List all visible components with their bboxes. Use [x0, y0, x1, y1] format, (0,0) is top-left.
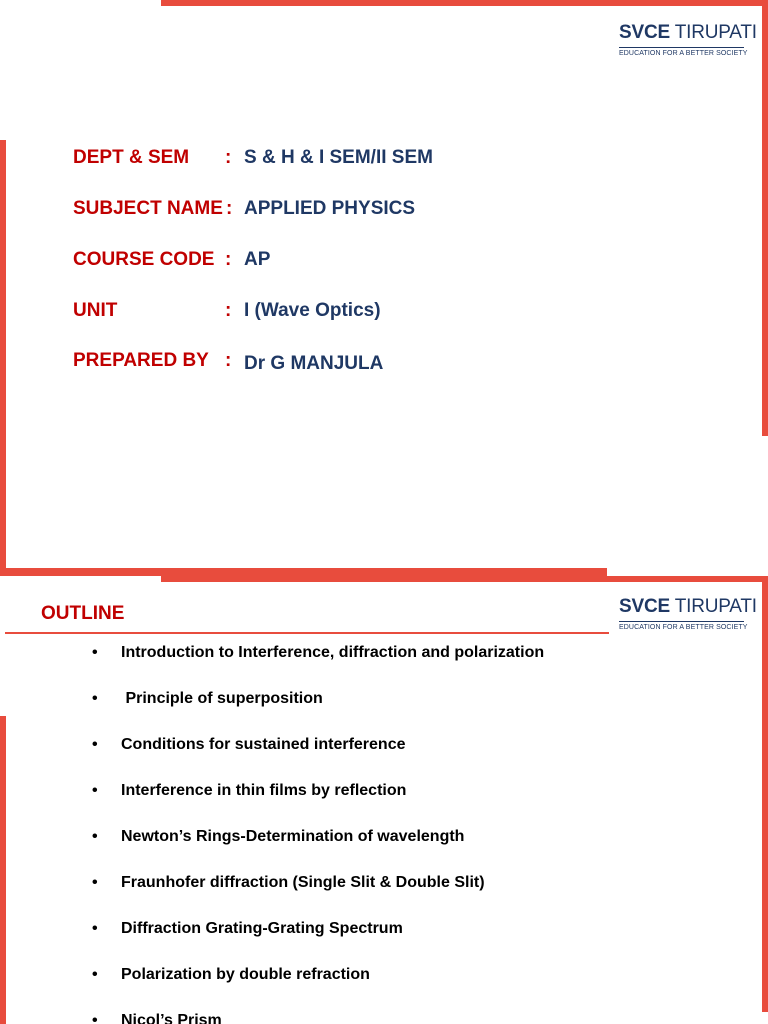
list-item [92, 828, 464, 846]
bullet-icon: • [92, 1012, 98, 1024]
list-item [92, 920, 403, 938]
unit-value: I (Wave Optics) [244, 300, 381, 321]
dept-sem-colon: : [225, 147, 232, 168]
bullet-icon: • [92, 782, 98, 799]
list-item [92, 1012, 222, 1024]
unit-label: UNIT [73, 300, 118, 321]
top-accent-bar [161, 576, 768, 582]
list-item-text: Polarization by double refraction [121, 966, 370, 983]
bullet-icon: • [92, 644, 98, 661]
left-accent-bar [0, 716, 6, 1024]
outline-title: OUTLINE [41, 603, 125, 624]
bullet-icon: • [92, 690, 98, 707]
outline-slide [0, 576, 768, 1024]
bullet-icon: • [92, 874, 98, 891]
bullet-icon: • [92, 828, 98, 845]
brand-divider [619, 621, 744, 622]
list-item-text: Newton’s Rings-Determination of wavelength [121, 828, 465, 845]
brand-tagline: EDUCATION FOR A BETTER SOCIETY [619, 624, 748, 631]
list-item [92, 690, 323, 708]
left-accent-bar [0, 140, 6, 576]
list-item [92, 736, 405, 754]
list-item [92, 874, 485, 892]
course-code-colon: : [225, 249, 232, 270]
subject-name-colon: : [226, 198, 233, 219]
brand-logo [619, 22, 757, 57]
list-item-text: Diffraction Grating-Grating Spectrum [121, 920, 403, 937]
bullet-icon: • [92, 736, 98, 753]
list-item [92, 644, 544, 662]
dept-sem-label: DEPT & SEM [73, 147, 190, 168]
prepared-by-colon: : [225, 350, 232, 371]
course-code-value: AP [244, 249, 271, 270]
title-underline [5, 632, 609, 634]
unit-colon: : [225, 300, 232, 321]
list-item-text: Nicol’s Prism [121, 1012, 222, 1024]
subject-name-value: APPLIED PHYSICS [244, 198, 416, 219]
list-item [92, 782, 406, 800]
prepared-by-value: Dr G MANJULA [244, 353, 384, 374]
top-accent-bar [161, 0, 768, 6]
list-item-text: Conditions for sustained interference [121, 736, 406, 753]
brand-logo [619, 596, 757, 631]
bullet-icon: • [92, 966, 98, 983]
brand-name [619, 22, 757, 44]
course-code-label: COURSE CODE [73, 249, 215, 270]
bottom-accent-bar [0, 568, 607, 576]
list-item-text: Principle of superposition [121, 690, 323, 707]
right-accent-bar [762, 0, 768, 436]
brand-tagline: EDUCATION FOR A BETTER SOCIETY [619, 50, 748, 57]
list-item-text: Introduction to Interference, diffraction and polarization [121, 644, 545, 661]
brand-divider [619, 47, 744, 48]
brand-name-bold: SVCE [619, 596, 670, 617]
brand-name-regular: TIRUPATI [674, 22, 757, 43]
dept-sem-value: S & H & I SEM/II SEM [244, 147, 433, 168]
brand-name [619, 596, 757, 618]
right-accent-bar [762, 576, 768, 1012]
bullet-icon: • [92, 920, 98, 937]
brand-name-regular: TIRUPATI [674, 596, 757, 617]
list-item [92, 966, 370, 984]
list-item-text: Fraunhofer diffraction (Single Slit & Double Slit) [121, 874, 485, 891]
list-item-text: Interference in thin films by reflection [121, 782, 407, 799]
prepared-by-label: PREPARED BY [73, 350, 209, 371]
brand-name-bold: SVCE [619, 22, 670, 43]
subject-name-label: SUBJECT NAME [73, 198, 223, 219]
